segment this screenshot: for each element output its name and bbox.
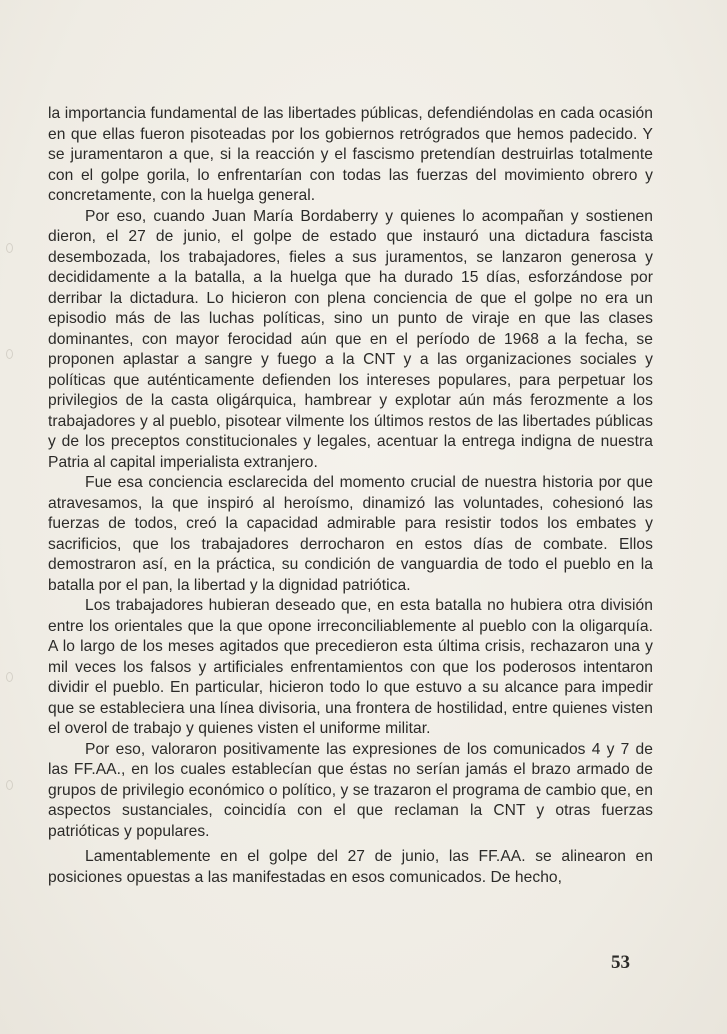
paragraph: la importancia fundamental de las libertades públicas, defendiéndolas en cada ocasión en que ellas fueron pisoteadas por los gobiernos retrógrados que hemos padecido. Y se juramentaron a que, si la reacción y el fascismo pretendían destruirlas totalmente con el golpe gorila, lo enfrentarían con todas las fuerzas del movimiento obrero y concretamente, con la huelga general. bbox=[48, 105, 653, 204]
paragraph: Por eso, valoraron positivamente las expresiones de los comunicados 4 y 7 de las FF.AA., en los cuales establecían que éstas no serían jamás el brazo armado de grupos de privilegio económico o político, y se trazaron el programa de cambio que, en aspectos sustanciales, coincidía con el que reclaman la CNT y otras fuerzas patrióticas y populares. bbox=[48, 740, 653, 840]
paragraph: Por eso, cuando Juan María Bordaberry y quienes lo acompañan y sostienen dieron, el 27 de junio, el golpe de estado que instauró una dictadura fascista desembozada, los trabajadores, fieles a sus juramentos, se lanzaron generosa y decididamente a la batalla, a la huelga que ha durado 15 días, esforzándose por derribar la dictadura. Lo hicieron con plena conciencia de que el golpe no era un episodio más de las luchas políticas, sino un punto de viraje en que las clases dominantes, con mayor ferocidad aún que en el período de 1968 a la fecha, se proponen aplastar a sangre y fuego a la CNT y a las organizaciones sociales y políticas que auténticamente defienden los intereses populares, para perpetuar los privilegios de la casta oligárquica, hambrear y explotar aún más ferozmente a los trabajadores y al pueblo, pisotear vilmente los últimos restos de las libertades públicas y de los preceptos constitucionales y legales, acentuar la entrega indigna de nuestra Patria al capital imperialista extranjero. bbox=[48, 207, 653, 471]
margin-mark bbox=[6, 672, 13, 682]
margin-mark bbox=[6, 780, 13, 790]
margin-mark bbox=[6, 243, 13, 253]
body-text bbox=[48, 104, 653, 888]
paragraph: Los trabajadores hubieran deseado que, en esta batalla no hubiera otra división entre los orientales que la que opone irreconciliablemente al pueblo con la oligarquía. A lo largo de los meses agitados que precedieron esta última crisis, rechazaron una y mil veces los falsos y artificiales enfrentamientos con que los poderosos intentaron dividir el pueblo. En particular, hicieron todo lo que estuvo a su alcance para impedir que se estableciera una línea divisoria, una frontera de hostilidad, entre quienes visten el overol de trabajo y quienes visten el uniforme militar. bbox=[48, 597, 653, 737]
margin-mark bbox=[6, 349, 13, 359]
paragraph: Lamentablemente en el golpe del 27 de junio, las FF.AA. se alinearon en posiciones opuestas a las manifestadas en esos comunicados. De hecho, bbox=[48, 848, 653, 886]
page-number: 53 bbox=[611, 952, 630, 973]
paragraph: Fue esa conciencia esclarecida del momento crucial de nuestra historia por que atravesamos, la que inspiró al heroísmo, dinamizó las voluntades, cohesionó las fuerzas de todos, creó la capacidad admirable para resistir todos los embates y sacrificios, que los trabajadores derrocharon en estos días de combate. Ellos demostraron así, en la práctica, su condición de vanguardia de todo el pueblo en la batalla por el pan, la libertad y la dignidad patriótica. bbox=[48, 474, 653, 594]
